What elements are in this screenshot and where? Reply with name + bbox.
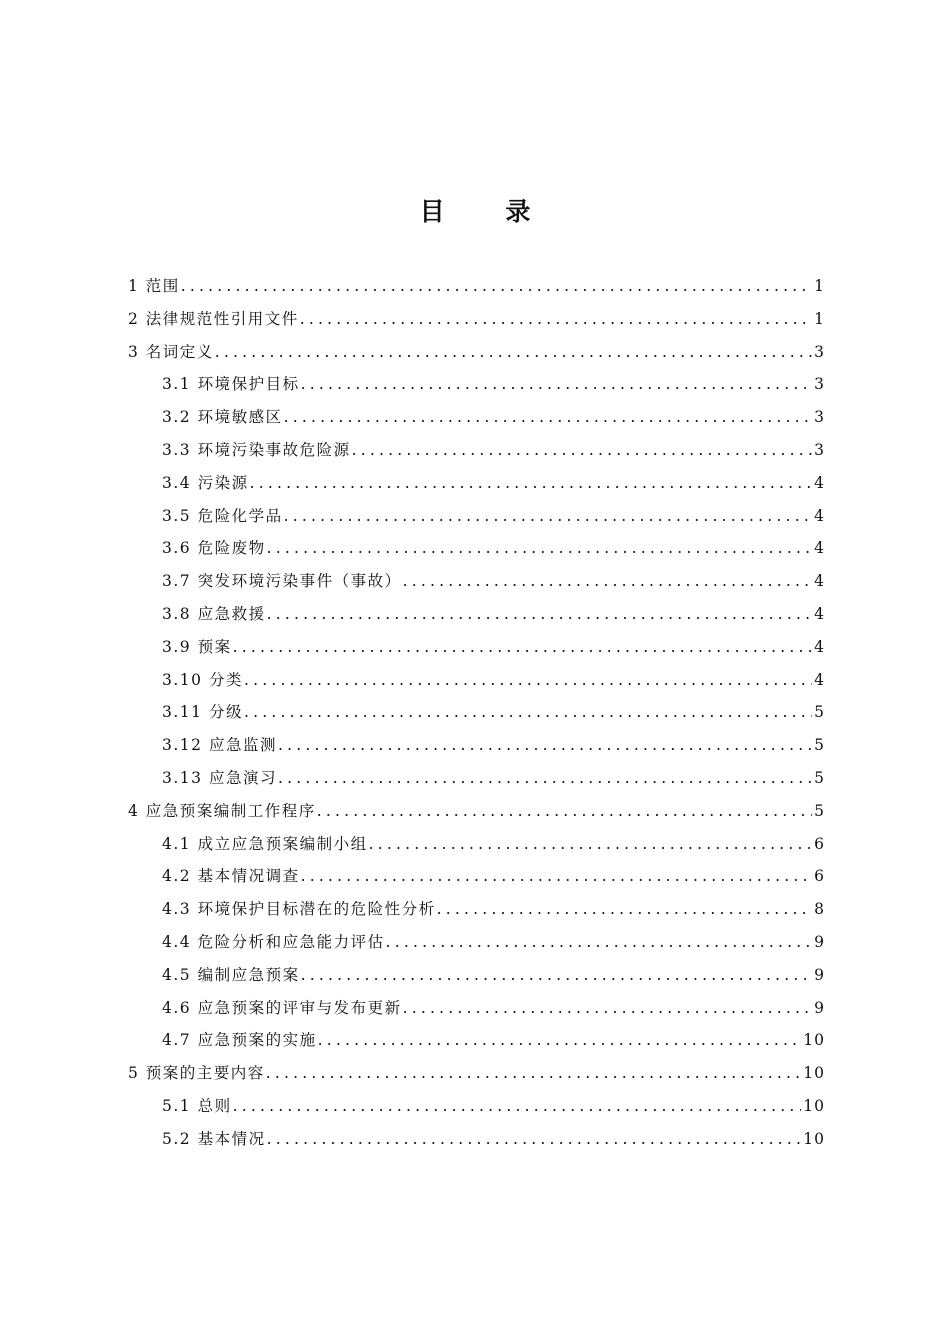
toc-leader-dots [284, 507, 813, 525]
toc-leader-dots [284, 408, 813, 426]
toc-entry[interactable] [128, 799, 825, 832]
toc-leader-dots [233, 1097, 802, 1115]
toc-entry-page-number: 3 [814, 342, 825, 361]
toc-entry[interactable] [128, 602, 825, 635]
toc-entry-label: 4.6 应急预案的评审与发布更新 [162, 998, 402, 1017]
toc-entry-label: 3.10 分类 [162, 670, 243, 689]
toc-entry-label: 3.7 突发环境污染事件（事故） [162, 572, 402, 591]
toc-entry[interactable] [128, 1127, 825, 1160]
toc-entry-label: 3.4 污染源 [162, 473, 249, 492]
toc-leader-dots [267, 539, 813, 557]
toc-leader-dots [250, 474, 813, 492]
toc-entry-label: 5 预案的主要内容 [128, 1064, 265, 1083]
toc-entry-label: 3 名词定义 [128, 342, 214, 361]
toc-leader-dots [267, 605, 813, 623]
toc-entry-page-number: 1 [814, 309, 825, 328]
toc-entry-page-number: 4 [814, 473, 825, 492]
toc-entry-label: 4.5 编制应急预案 [162, 965, 300, 984]
toc-leader-dots [181, 277, 812, 295]
toc-entry[interactable] [128, 569, 825, 602]
toc-leader-dots [369, 835, 813, 853]
toc-entry[interactable] [128, 307, 825, 340]
toc-entry[interactable] [128, 766, 825, 799]
toc-entry-page-number: 9 [814, 965, 825, 984]
toc-entry-page-number: 5 [814, 736, 825, 755]
toc-entry[interactable] [128, 1061, 825, 1094]
toc-entry-page-number: 10 [803, 1096, 825, 1115]
toc-entry[interactable] [128, 668, 825, 701]
toc-leader-dots [317, 802, 812, 820]
toc-entry[interactable] [128, 504, 825, 537]
toc-entry[interactable] [128, 536, 825, 569]
toc-entry-label: 3.6 危险废物 [162, 539, 266, 558]
toc-entry[interactable] [128, 832, 825, 865]
toc-leader-dots [267, 1130, 802, 1148]
toc-entry-page-number: 3 [814, 408, 825, 427]
toc-entry[interactable] [128, 1094, 825, 1127]
toc-entry-page-number: 10 [803, 1064, 825, 1083]
toc-entry-page-number: 4 [814, 572, 825, 591]
toc-leader-dots [244, 671, 812, 689]
toc-entry[interactable] [128, 274, 825, 307]
toc-leader-dots [318, 1031, 802, 1049]
toc-entry[interactable] [128, 864, 825, 897]
table-of-contents [128, 274, 825, 1160]
toc-entry-page-number: 3 [814, 375, 825, 394]
toc-leader-dots [403, 572, 813, 590]
toc-entry[interactable] [128, 438, 825, 471]
toc-entry-label: 1 范围 [128, 277, 180, 295]
toc-entry-page-number: 6 [814, 834, 825, 853]
toc-entry-label: 3.11 分级 [162, 703, 243, 722]
toc-entry[interactable] [128, 996, 825, 1029]
toc-entry-page-number: 4 [814, 637, 825, 656]
toc-entry-label: 3.8 应急救援 [162, 604, 266, 623]
toc-entry-page-number: 9 [814, 932, 825, 951]
toc-entry-label: 4.1 成立应急预案编制小组 [162, 834, 368, 853]
toc-entry[interactable] [128, 635, 825, 668]
toc-entry[interactable] [128, 372, 825, 405]
toc-entry-label: 3.2 环境敏感区 [162, 408, 283, 427]
toc-entry-page-number: 5 [814, 703, 825, 722]
toc-leader-dots [244, 703, 812, 721]
toc-entry[interactable] [128, 963, 825, 996]
toc-leader-dots [352, 441, 813, 459]
toc-entry-label: 3.1 环境保护目标 [162, 375, 300, 394]
toc-leader-dots [215, 343, 812, 361]
toc-leader-dots [300, 310, 812, 328]
toc-leader-dots [266, 1064, 801, 1082]
toc-entry-page-number: 10 [803, 1129, 825, 1148]
toc-leader-dots [301, 375, 813, 393]
toc-entry-page-number: 4 [814, 539, 825, 558]
toc-leader-dots [278, 736, 812, 754]
toc-entry[interactable] [128, 700, 825, 733]
toc-entry[interactable] [128, 405, 825, 438]
toc-entry-label: 3.9 预案 [162, 637, 232, 656]
toc-entry[interactable] [128, 1028, 825, 1061]
toc-leader-dots [301, 966, 813, 984]
toc-leader-dots [233, 638, 813, 656]
toc-entry-label: 3.3 环境污染事故危险源 [162, 440, 351, 459]
toc-entry-page-number: 9 [814, 998, 825, 1017]
toc-leader-dots [301, 867, 813, 885]
toc-entry-page-number: 5 [814, 768, 825, 787]
toc-entry-page-number: 6 [814, 867, 825, 886]
toc-entry-label: 5.2 基本情况 [162, 1129, 266, 1148]
toc-entry-page-number: 4 [814, 604, 825, 623]
toc-title: 目 录 [419, 197, 557, 226]
toc-entry-label: 4.3 环境保护目标潜在的危险性分析 [162, 900, 436, 919]
toc-entry-label: 5.1 总则 [162, 1096, 232, 1115]
toc-entry[interactable] [128, 340, 825, 373]
toc-leader-dots [403, 999, 813, 1017]
toc-entry-label: 3.5 危险化学品 [162, 506, 283, 525]
toc-entry-label: 4.4 危险分析和应急能力评估 [162, 932, 385, 951]
toc-entry-page-number: 3 [814, 440, 825, 459]
toc-entry-page-number: 4 [814, 506, 825, 525]
toc-leader-dots [278, 769, 812, 787]
toc-entry-label: 2 法律规范性引用文件 [128, 309, 299, 328]
toc-entry-label: 4 应急预案编制工作程序 [128, 801, 316, 820]
toc-entry[interactable] [128, 930, 825, 963]
toc-entry-page-number: 10 [803, 1031, 825, 1050]
toc-entry-label: 4.2 基本情况调查 [162, 867, 300, 886]
toc-entry-label: 3.13 应急演习 [162, 768, 277, 787]
toc-leader-dots [386, 933, 813, 951]
toc-entry-label: 3.12 应急监测 [162, 736, 277, 755]
toc-entry[interactable] [128, 471, 825, 504]
toc-entry-page-number: 4 [814, 670, 825, 689]
toc-entry-page-number: 8 [814, 900, 825, 919]
toc-entry-page-number: 1 [814, 277, 825, 295]
toc-entry[interactable] [128, 733, 825, 766]
toc-entry[interactable] [128, 897, 825, 930]
toc-leader-dots [437, 900, 813, 918]
toc-entry-page-number: 5 [814, 801, 825, 820]
toc-entry-label: 4.7 应急预案的实施 [162, 1031, 317, 1050]
